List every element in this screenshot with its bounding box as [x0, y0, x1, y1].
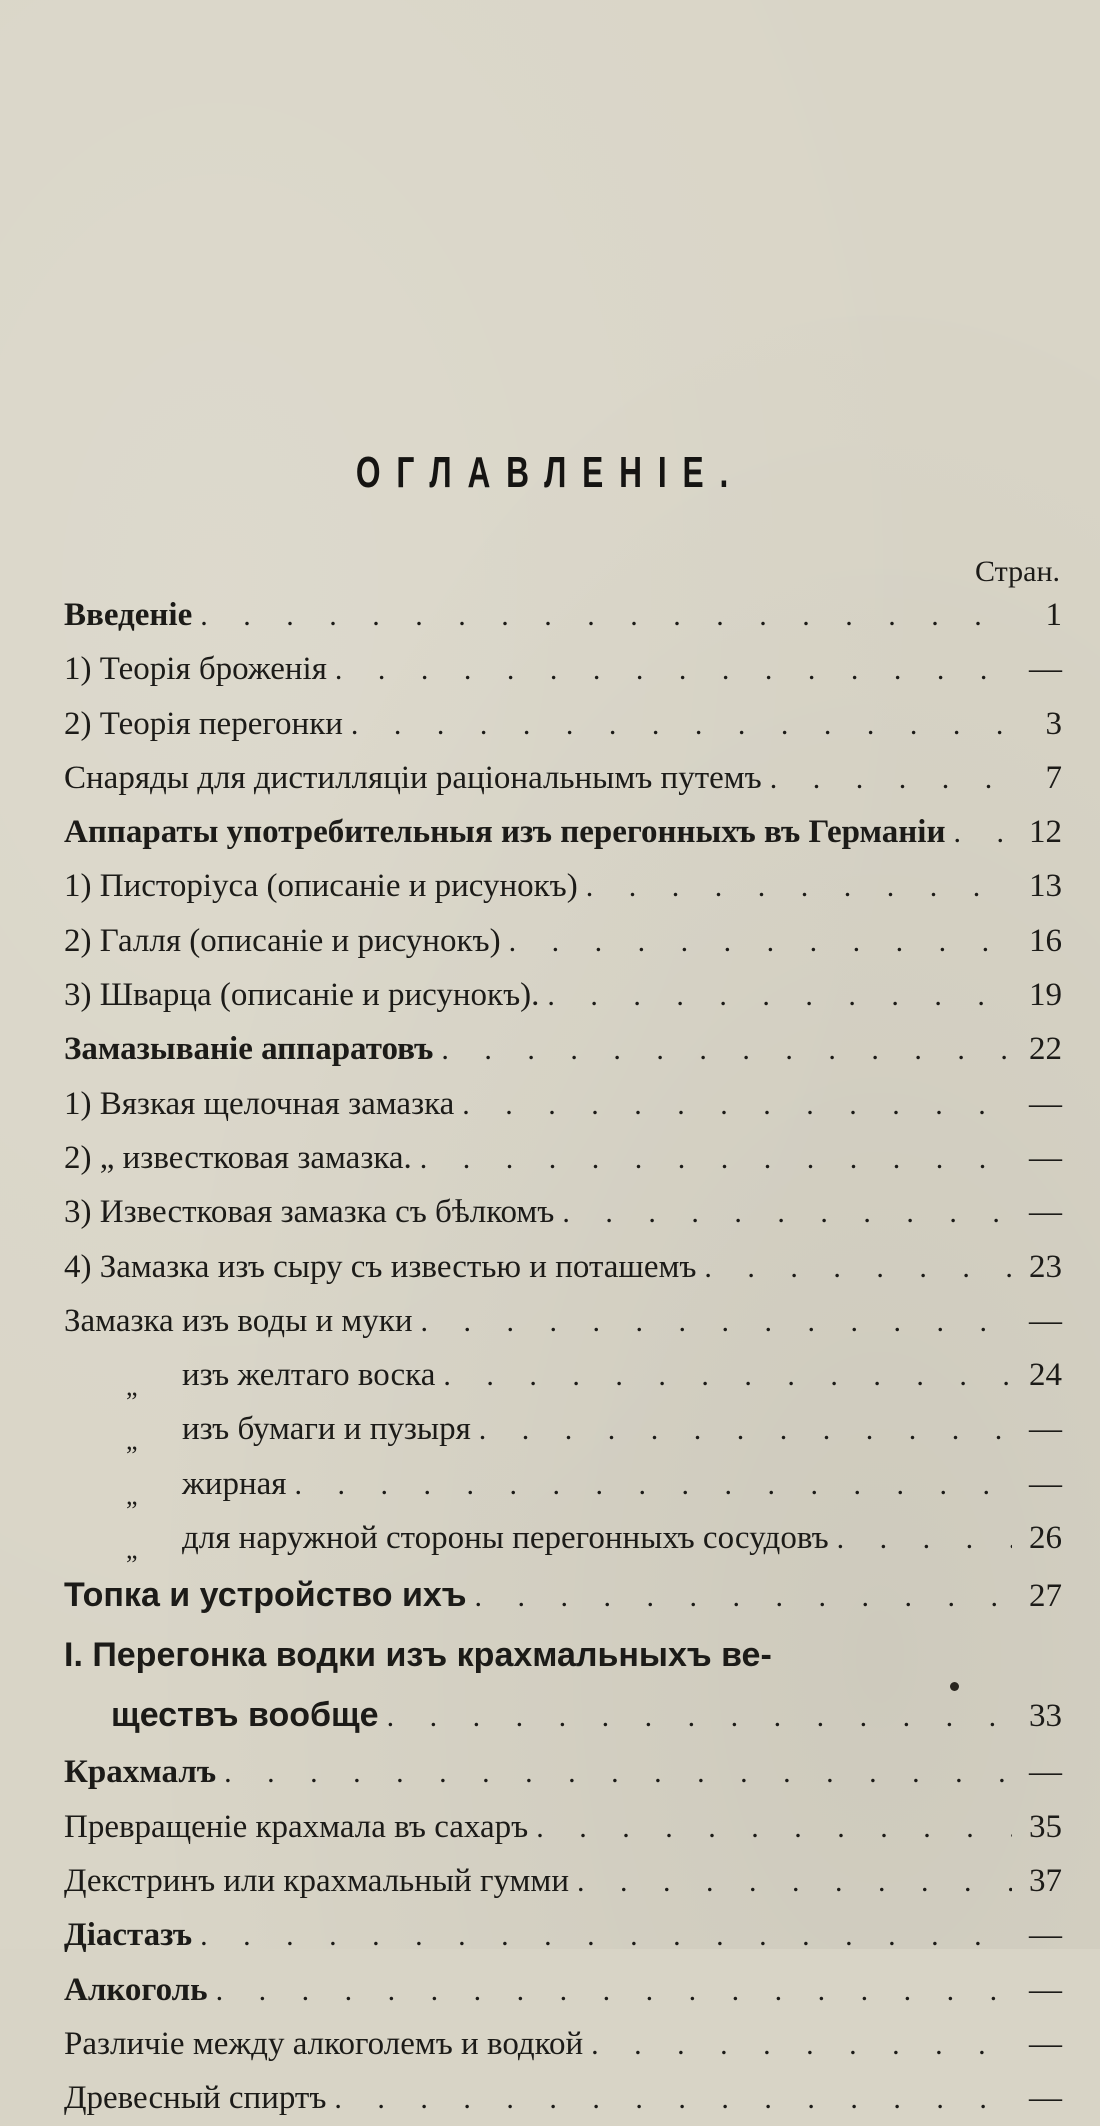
toc-entry-page: — [1029, 1194, 1062, 1231]
toc-entry-label: 1) Писторiуса (описанiе и рисунокъ) [64, 868, 578, 905]
toc-entry-page: — [1029, 2025, 1062, 2062]
toc-entry-label: 2) Галля (описанiе и рисунокъ) [64, 922, 501, 959]
toc-entry [64, 1457, 1062, 1511]
toc-entry [64, 1348, 1062, 1402]
toc-entry [64, 1963, 1062, 2017]
dot-leader [387, 1687, 1012, 1747]
toc-entry [64, 588, 1062, 642]
toc-entry [64, 1511, 1062, 1565]
toc-entry-page: — [1029, 1139, 1062, 1176]
dot-leader [224, 1746, 1012, 1800]
toc-entry-page: — [1029, 1302, 1062, 1339]
dot-leader [420, 1132, 1012, 1186]
toc-entry [64, 1240, 1062, 1294]
toc-entry-page: 26 [1029, 1520, 1062, 1557]
toc-entry [64, 697, 1062, 751]
dot-leader [770, 752, 1012, 806]
toc-entry-label: ществъ вообще [111, 1696, 379, 1735]
toc-entry-label: жирная [182, 1465, 287, 1502]
toc-entry [64, 2017, 1062, 2071]
toc-entry-page: — [1029, 1085, 1062, 1122]
dot-leader [953, 806, 1012, 860]
ditto-mark: „ [126, 1426, 138, 1456]
page-title: ОГЛАВЛЕНIЕ. [355, 448, 745, 497]
toc-entry [64, 859, 1062, 913]
toc-entry-label: 1) Вязкая щелочная замазка [64, 1085, 455, 1122]
toc-entry [64, 1800, 1062, 1854]
toc-entry-page: — [1029, 1754, 1062, 1791]
dot-leader [509, 915, 1012, 969]
toc-entry-page: — [1029, 1917, 1062, 1954]
toc-entry-label: Древесный спиртъ [64, 2080, 327, 2117]
toc-entry-page: — [1029, 1971, 1062, 2008]
table-of-contents [64, 588, 1062, 2125]
toc-entry [64, 1854, 1062, 1908]
toc-entry-label: 3) Известковая замазка съ бѣлкомъ [64, 1194, 555, 1231]
toc-entry-label: Дiастазъ [64, 1917, 193, 1954]
toc-entry [64, 1294, 1062, 1348]
toc-entry-label: Снаряды для дистилляцiи рацiональнымъ путемъ [64, 759, 762, 796]
toc-entry-page: 35 [1029, 1808, 1062, 1845]
toc-entry [64, 751, 1062, 805]
toc-entry-page: 16 [1029, 922, 1062, 959]
toc-entry-label: Крахмалъ [64, 1754, 217, 1791]
toc-entry-label: 4) Замазка изъ сыру съ известью и поташемъ [64, 1248, 697, 1285]
ditto-mark: „ [126, 1372, 138, 1402]
dot-leader [547, 969, 1012, 1023]
toc-entry-label: Топка и устройство ихъ [64, 1576, 467, 1615]
toc-entry-page: — [1029, 2080, 1062, 2117]
toc-entry-label: Введенiе [64, 597, 193, 633]
toc-entry-label: 2) „ известковая замазка. [64, 1139, 412, 1176]
ink-speck [950, 1682, 959, 1691]
toc-entry [64, 1745, 1062, 1799]
toc-entry-label: Замазка изъ воды и муки [64, 1302, 413, 1339]
dot-leader [351, 698, 1012, 752]
dot-leader [334, 2072, 1012, 2126]
toc-entry-page: 23 [1029, 1248, 1062, 1285]
toc-entry [64, 1565, 1062, 1625]
dot-leader [443, 1349, 1012, 1403]
toc-entry-page: 19 [1029, 977, 1062, 1014]
toc-entry-page: — [1029, 1465, 1062, 1502]
ditto-mark: „ [126, 1480, 138, 1510]
toc-entry [64, 805, 1062, 859]
toc-entry-label: Превращенiе крахмала въ сахаръ [64, 1808, 529, 1845]
dot-leader [462, 1078, 1012, 1132]
toc-entry-page: 1 [1045, 597, 1062, 633]
dot-leader [294, 1458, 1012, 1512]
dot-leader [591, 2018, 1012, 2072]
dot-leader [441, 1023, 1012, 1077]
toc-entry-label: 3) Шварца (описанiе и рисунокъ). [64, 977, 540, 1014]
toc-entry-page: 24 [1029, 1357, 1062, 1394]
dot-leader [200, 589, 1012, 643]
toc-entry-label: 1) Теорiя броженiя [64, 651, 327, 688]
toc-entry-page: — [1029, 1411, 1062, 1448]
dot-leader [475, 1567, 1012, 1627]
dot-leader [586, 860, 1012, 914]
ditto-mark: „ [126, 1535, 138, 1565]
toc-entry-label: изъ бумаги и пузыря [182, 1411, 471, 1448]
toc-entry [64, 1022, 1062, 1076]
dot-leader [335, 643, 1012, 697]
dot-leader [216, 1964, 1012, 2018]
toc-entry [64, 1131, 1062, 1185]
toc-entry-label: 2) Теорiя перегонки [64, 705, 343, 742]
toc-entry [64, 968, 1062, 1022]
dot-leader [837, 1512, 1012, 1566]
toc-entry [64, 1077, 1062, 1131]
toc-entry-label: Аппараты употребительныя изъ перегонныхъ въ Германiи [64, 814, 946, 851]
dot-leader [479, 1403, 1012, 1457]
toc-entry-page: 22 [1029, 1031, 1062, 1068]
toc-entry [64, 1908, 1062, 1962]
toc-entry-label: Различiе между алкоголемъ и водкой [64, 2025, 584, 2062]
toc-entry [64, 1402, 1062, 1456]
toc-entry-label: Декстринъ или крахмальный гумми [64, 1862, 569, 1899]
page-column-header: Стран. [975, 555, 1060, 588]
toc-entry-label: Алкоголь [64, 1971, 208, 2008]
toc-entry-label: для наружной стороны перегонныхъ сосудовъ [182, 1520, 829, 1557]
toc-entry [64, 642, 1062, 696]
dot-leader [536, 1801, 1012, 1855]
dot-leader [577, 1855, 1012, 1909]
toc-entry-page: 13 [1029, 868, 1062, 905]
toc-entry [64, 1685, 1062, 1745]
toc-entry-page: 3 [1045, 705, 1062, 742]
toc-entry-label: Замазыванiе аппаратовъ [64, 1031, 434, 1068]
toc-entry [64, 914, 1062, 968]
toc-entry-page: 33 [1029, 1698, 1062, 1735]
toc-entry-label: I. Перегонка водки изъ крахмальныхъ ве- [64, 1636, 772, 1675]
dot-leader [562, 1186, 1012, 1240]
dot-leader [200, 1909, 1012, 1963]
toc-entry-page: — [1029, 651, 1062, 688]
toc-entry-page: 27 [1029, 1578, 1062, 1615]
toc-entry [64, 1625, 1062, 1685]
toc-entry-page: 37 [1029, 1862, 1062, 1899]
dot-leader [704, 1241, 1012, 1295]
dot-leader [421, 1295, 1013, 1349]
toc-entry-label: изъ желтаго воска [182, 1357, 436, 1394]
toc-entry [64, 2071, 1062, 2125]
toc-entry [64, 1185, 1062, 1239]
toc-entry-page: 12 [1029, 814, 1062, 851]
toc-entry-page: 7 [1045, 759, 1062, 796]
